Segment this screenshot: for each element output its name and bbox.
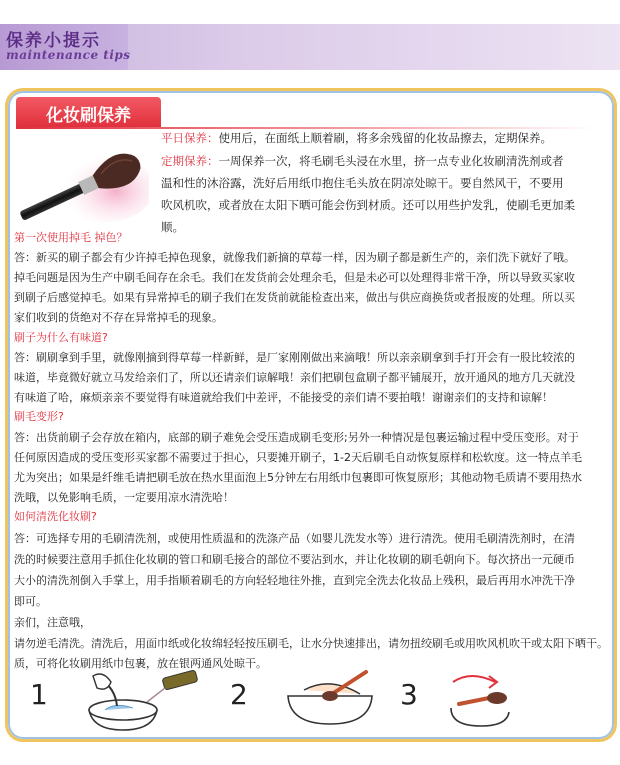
regular-care-text-2: 吹风机吹，或者放在太阳下晒可能会伤到材质。还可以用些护发乳，使刷毛更加柔	[161, 198, 575, 212]
makeup-brush-illustration	[14, 130, 149, 226]
faq-answer-line: 请勿逆毛清洗。清洗后，用面巾纸或化妆绵轻轻按压刷毛，让水分快速排出，请勿扭绞刷毛或用吹风机吹干或太阳下晒干。	[14, 637, 608, 650]
faq-answer-line: 质，可将化妆刷用纸巾包裹，放在银两通风处晾干。	[14, 657, 267, 670]
regular-care-text-3: 顺。	[161, 220, 184, 234]
faq-answer-line: 大小的清洗剂倒入手掌上，用手指顺着刷毛的方向轻轻地往外推，直到完全洗去化妆品上残积，最后再用水冲洗干净	[14, 574, 575, 587]
regular-care-text-1: 温和性的沐浴露，洗好后用纸巾抱住毛头放在阴凉处晾干。要自然风干，不要用	[161, 176, 564, 190]
faq-answer-line: 洗的时候要注意用手抓住化妆刷的管口和刷毛接合的部位不要沾到水，并让化妆刷的刷毛朝向下。每次挤出一元硬币	[14, 553, 575, 566]
faq-answer-line: 答：刷刷拿到手里，就像刚摘到得草莓一样新鲜，是厂家刚刚做出来滴哦！所以亲亲刷拿到手打开会有一股比较浓的	[14, 351, 575, 364]
faq-question-deformation: 刷毛变形?	[14, 410, 64, 423]
regular-care-text-0: 一周保养一次，将毛刷毛头浸在水里，挤一点专业化妆刷清洗剂或者	[218, 154, 564, 168]
section-tab	[16, 97, 161, 127]
faq-answer-line: 答：出货前刷子会存放在箱内，底部的刷子难免会受压造成刷毛变形;另外一种情况是包裹运输过程中受压变形。对于	[14, 431, 579, 444]
header-subtitle: maintenance tips	[6, 48, 131, 62]
daily-care-label: 平日保养：	[161, 131, 219, 145]
faq-answer-line: 尤为突出；如果是纤维毛请把刷毛放在热水里面泡上5分钟左右用纸巾包裹即可恢复原形；其他动物毛质请不要用热水	[14, 471, 582, 484]
faq-answer-line: 答：可选择专用的毛刷清洗剂，或使用性质温和的洗涤产品（如婴儿洗发水等）进行清洗。使用毛刷清洗剂时，在清	[14, 532, 575, 545]
step-1-illustration	[75, 666, 205, 732]
faq-answer-line: 掉毛问题是因为生产中刷毛间存在余毛。我们在发货前会处理余毛，但是未必可以处理得非常干净，所以导致买家收	[14, 271, 575, 284]
step-3-illustration	[445, 668, 525, 730]
faq-answer-line: 到刷子后感觉掉毛。如果有异常掉毛的刷子我们在发货前就能检查出来，做出与供应商换货或者报废的处理。所以买	[14, 291, 575, 304]
step-2-illustration	[280, 666, 390, 732]
header-title: 保养小提示	[6, 31, 101, 51]
header-banner	[0, 24, 620, 70]
faq-answer-line: 洗哦，以免影响毛质，一定要用凉水清洗哈！	[14, 491, 234, 504]
step-number-2: 2	[230, 678, 248, 711]
faq-answer-line: 亲们，注意哦，	[14, 616, 91, 629]
step-number-3: 3	[400, 678, 418, 711]
faq-answer-line: 即可。	[14, 595, 47, 608]
faq-question-smell: 刷子为什么有味道?	[14, 331, 108, 344]
step-number-1: 1	[30, 678, 48, 711]
faq-answer-line: 味道，毕竟微好就立马发给亲们了，所以还请亲们谅解哦！亲们把刷包盒刷子都平铺展开，放开通风的地方几天就没	[14, 371, 575, 384]
faq-answer-line: 任何原因造成的受压变形买家都不需要过于担心，只要摊开刷子，1-2天后刷毛自动恢复原样和松软度。这一特点羊毛	[14, 451, 582, 464]
daily-care-line	[161, 128, 552, 148]
regular-care-line-0	[161, 151, 564, 171]
regular-care-label: 定期保养：	[161, 154, 219, 168]
daily-care-text: 使用后，在面纸上顺着刷，将多余残留的化妆品擦去，定期保养。	[218, 131, 552, 145]
section-tab-label: 化妆刷保养	[46, 106, 131, 126]
faq-answer-line: 有味道了哈，麻烦亲亲不要觉得有味道就给我们中差评，不能接受的亲们请不要拍哦！谢谢亲们的支持和谅解！	[14, 391, 553, 404]
faq-question-shedding: 第一次使用掉毛 掉色？	[14, 231, 128, 244]
faq-answer-line: 答：新买的刷子都会有少许掉毛掉色现象，就像我们新摘的草莓一样，因为刷子都是新生产的，亲们洗下就好了哦。	[14, 251, 575, 264]
faq-answer-line: 家们收到的货绝对不存在异常掉毛的现象。	[14, 311, 223, 324]
cleaning-steps	[30, 666, 520, 732]
faq-question-cleaning: 如何清洗化妆刷?	[14, 510, 97, 523]
